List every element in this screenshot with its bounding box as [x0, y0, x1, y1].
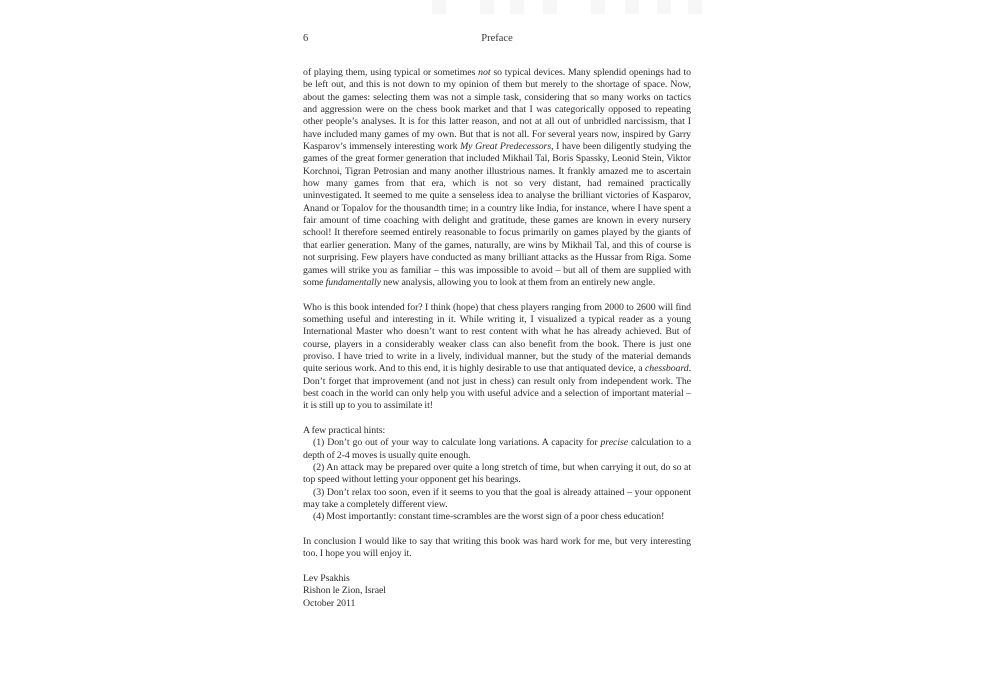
page-header [303, 32, 691, 46]
book-page [303, 32, 691, 610]
hint-item-2: (2) An attack may be prepared over quite a long stretch of time, but when carrying it out, do so at top speed without letting your opponent get his bearings. [303, 462, 691, 486]
scan-artifact [543, 0, 557, 14]
page-body [303, 67, 691, 610]
scan-artifact [625, 0, 639, 14]
scan-artifact [591, 0, 605, 14]
scan-artifact [657, 0, 671, 14]
scan-artifact [688, 0, 702, 14]
page-number: 6 [303, 33, 309, 44]
paragraph-openings: of playing them, using typical or sometimes not so typical devices. Many splendid openings had to be left out, and this is not down to my opinion of them but merely to the shortage of space. Now, about the games: selecting them was not a simple task, considering that so many works on tactics and aggression were on the chess book market and that I was categorically opposed to repeating other people’s analyses. It is for this latter reason, and not at all out of unbridled narcissism, that I have included many games of my own. But that is not all. For several years now, inspired by Garry Kasparov’s immensely interesting work My Great Predecessors, I have been diligently studying the games of the great former generation that included Mikhail Tal, Boris Spassky, Leonid Stein, Viktor Korchnoi, Tigran Petrosian and many another illustrious names. It frankly amazed me to ascertain how many games from that era, which is not so very distant, had remained practically uninvestigated. It seemed to me quite a senseless idea to analyse the brilliant victories of Kasparov, Anand or Topalov for the thousandth time; in a country like India, for instance, where I have spent a fair amount of time coaching with delight and gratitude, these games are known in every nursery school! It therefore seemed entirely reasonable to focus primarily on games played by the giants of that earlier generation. Many of the games, naturally, are wins by Mikhail Tal, and this of course is not surprising. Few players have conducted as many brilliant attacks as the Hussar from Riga. Some games will strike you as familiar – this was impossible to avoid – but all of them are supplied with some fundamentally new analysis, allowing you to look at them from an entirely new angle. [303, 67, 691, 288]
paragraph-conclusion: In conclusion I would like to say that writing this book was hard work for me, but very interesting too. I hope you will enjoy it. [303, 536, 691, 560]
signature-name: Lev Psakhis [303, 573, 350, 585]
hint-item-4: (4) Most importantly: constant time-scrambles are the worst sign of a poor chess education! [313, 511, 665, 523]
hint-item-1: (1) Don’t go out of your way to calculate long variations. A capacity for precise calculation to a depth of 2-4 moves is usually quite enough. [303, 437, 691, 461]
signature-place: Rishon le Zion, Israel [303, 585, 386, 597]
paragraph-intended-audience: Who is this book intended for? I think (hope) that chess players ranging from 2000 to 2600 will find something useful and interesting in it. While writing it, I visualized a typical reader as a young International Master who doesn’t want to rest content with what he has already achieved. But of course, players in a considerably weaker class can also benefit from the book. There is just one proviso. I have tried to write in a lively, individual manner, but the study of the material demands quite serious work. And to this end, it is highly desirable to use that antiquated device, a chessboard. Don’t forget that improvement (and not just in chess) can result only from independent work. The best coach in the world can only help you with useful advice and a selection of important material – it is still up to you to assimilate it! [303, 301, 691, 412]
scan-artifact [432, 0, 446, 14]
hints-heading: A few practical hints: [303, 424, 386, 436]
scan-artifact [510, 0, 524, 14]
signature-date: October 2011 [303, 597, 356, 609]
page-header-title: Preface [481, 33, 513, 44]
hint-item-3: (3) Don’t relax too soon, even if it seems to you that the goal is already attained – your opponent may take a completely different view. [303, 486, 691, 511]
signature-block [303, 573, 691, 610]
scan-artifact [480, 0, 494, 14]
